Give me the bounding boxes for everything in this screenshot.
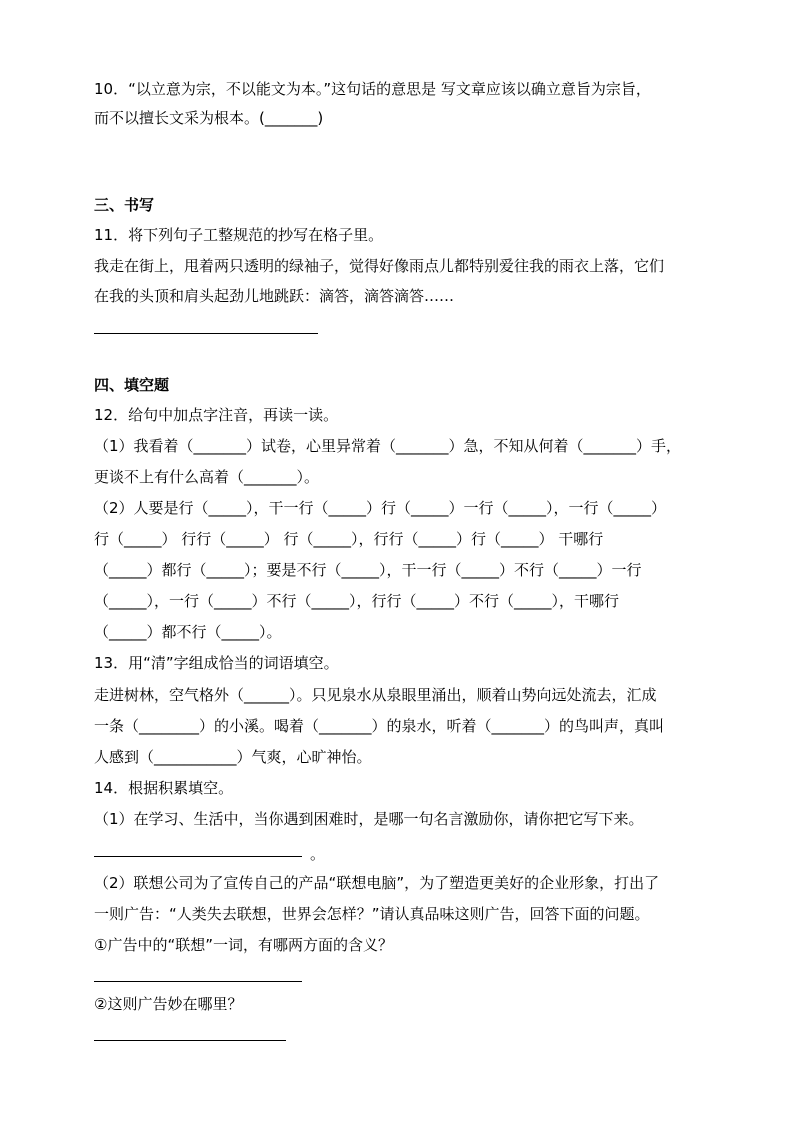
q13-title: 13．用“清”字组成恰当的词语填空。: [94, 654, 339, 672]
q12-title: 12．给句中加点字注音，再读一读。: [94, 406, 339, 424]
q11-line-2: 在我的头顶和肩头起劲儿地跳跃：滴答，滴答滴答……: [94, 287, 455, 305]
q13-line-2: 一条（________）的小溪。喝着（_______）的泉水，听着（_______）的鸟叫声，真叫: [94, 717, 665, 735]
q12-line-5: （_____）都行（_____）；要是不行（_____），干一行（_____）不行（_____）一行: [94, 561, 642, 579]
q14-sub-question-2: ②这则广告妙在哪里？: [94, 995, 243, 1013]
q14-title: 14．根据积累填空。: [94, 779, 234, 797]
q10-line-1: 10．“以立意为宗，不以能文为本。”这句话的意思是 写文章应该以确立意旨为宗旨，: [94, 80, 651, 98]
section-heading-fill-in: 四、填空题: [94, 376, 170, 394]
q14-sub-question-1: ①广告中的“联想”一词，有哪两方面的含义？: [94, 936, 393, 954]
q14-sub-1-answer-line[interactable]: [94, 981, 302, 982]
q11-title: 11．将下列句子工整规范的抄写在格子里。: [94, 226, 384, 244]
q13-line-3: 人感到（___________）气爽，心旷神怡。: [94, 748, 372, 766]
q13-line-1: 走进树林，空气格外（______）。只见泉水从泉眼里涌出，顺着山势向远处流去，汇成: [94, 686, 657, 704]
q14-part-1-period: 。: [310, 845, 326, 863]
q12-line-4: 行（_____） 行行（_____） 行（_____），行行（_____）行（_____） 干哪行: [94, 530, 604, 548]
q12-line-2: 更谈不上有什么高着（_______）。: [94, 468, 320, 486]
q12-line-7: （_____）都不行（_____）。: [94, 623, 282, 641]
q12-line-3: （2）人要是行（_____），干一行（_____）行（_____）一行（_____），一行（_____）: [94, 499, 667, 517]
q11-line-1: 我走在街上，甩着两只透明的绿袖子，觉得好像雨点儿都特别爱往我的雨衣上落，它们: [94, 257, 665, 275]
q12-line-1: （1）我看着（_______）试卷，心里异常着（_______）急，不知从何着（_______）手，: [94, 437, 682, 455]
section-heading-writing: 三、书写: [94, 196, 155, 214]
q14-part-1-answer-line[interactable]: [94, 856, 302, 857]
q12-line-6: （_____），一行（_____）不行（_____），行行（_____）不行（_____），干哪行: [94, 592, 620, 610]
q11-answer-line[interactable]: [94, 333, 318, 334]
q14-sub-2-answer-line[interactable]: [94, 1040, 286, 1041]
q14-part-2-line-1: （2）联想公司为了宣传自己的产品“联想电脑”，为了塑造更美好的企业形象，打出了: [94, 874, 660, 892]
q14-part-2-line-2: 一则广告：“人类失去联想，世界会怎样？”请认真品味这则广告，回答下面的问题。: [94, 905, 650, 923]
q10-line-2: 而不以擅长文采为根本。(_______): [94, 109, 324, 127]
q14-part-1: （1）在学习、生活中，当你遇到困难时，是哪一句名言激励你，请你把它写下来。: [94, 810, 644, 828]
